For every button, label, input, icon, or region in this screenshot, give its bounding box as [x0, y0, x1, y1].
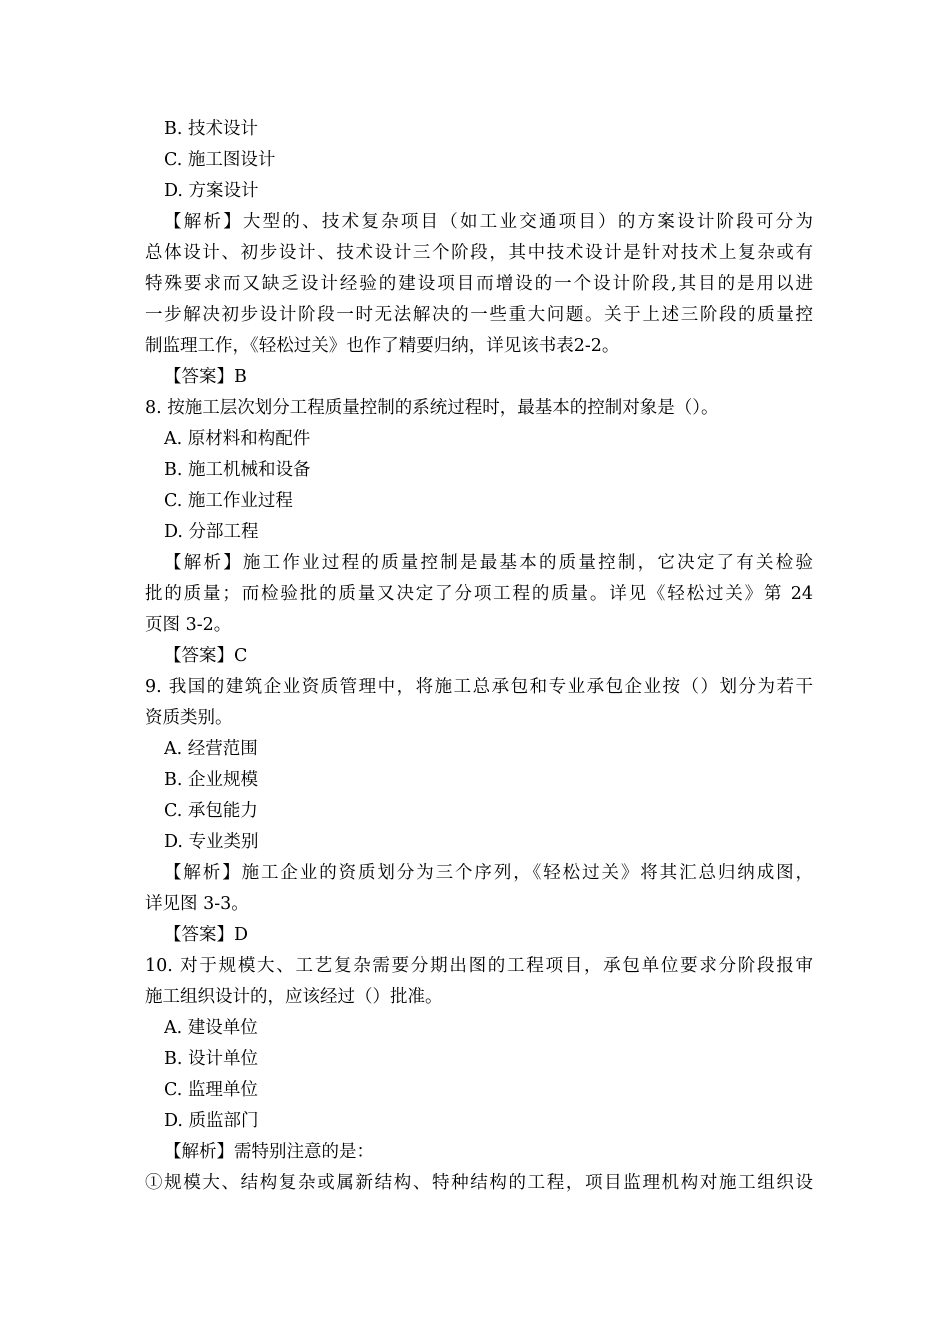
analysis-q8-line-3: 页图 3-2。 [145, 615, 232, 635]
option-b-q7: B. 技术设计 [164, 119, 258, 139]
option-a-q10: A. 建设单位 [164, 1018, 258, 1038]
analysis-q7-line-4: 一步解决初步设计阶段一时无法解决的一些重大问题。关于上述三阶段的质量控 [145, 305, 813, 325]
option-a-q9: A. 经营范围 [164, 739, 258, 759]
question-9-line-2: 资质类别。 [145, 708, 233, 728]
option-d-q8: D. 分部工程 [164, 522, 259, 542]
option-d-q10: D. 质监部门 [164, 1111, 259, 1131]
question-9-line-1: 9. 我国的建筑企业资质管理中，将施工总承包和专业承包企业按（）划分为若干 [145, 677, 813, 697]
analysis-q10-line-1: 【解析】需特别注意的是： [164, 1142, 374, 1162]
analysis-q7-line-1: 【解析】大型的、技术复杂项目（如工业交通项目）的方案设计阶段可分为 [164, 212, 813, 232]
answer-q7: 【答案】B [164, 367, 247, 387]
question-8: 8. 按施工层次划分工程质量控制的系统过程时，最基本的控制对象是（）。 [145, 398, 719, 418]
option-d-q7: D. 方案设计 [164, 181, 259, 201]
question-10-line-2: 施工组织设计的，应该经过（）批准。 [145, 987, 443, 1007]
analysis-q7-line-3: 特殊要求而又缺乏设计经验的建设项目而增设的一个设计阶段,其目的是用以进 [145, 274, 813, 294]
analysis-q7-line-2: 总体设计、初步设计、技术设计三个阶段，其中技术设计是针对技术上复杂或有 [145, 243, 813, 263]
analysis-q10-line-2: ①规模大、结构复杂或属新结构、特种结构的工程，项目监理机构对施工组织设 [145, 1173, 813, 1193]
analysis-q8-line-1: 【解析】施工作业过程的质量控制是最基本的质量控制，它决定了有关检验 [164, 553, 813, 573]
option-b-q10: B. 设计单位 [164, 1049, 258, 1069]
question-10-line-1: 10. 对于规模大、工艺复杂需要分期出图的工程项目，承包单位要求分阶段报审 [145, 956, 813, 976]
option-c-q8: C. 施工作业过程 [164, 491, 293, 511]
analysis-q9-line-2: 详见图 3-3。 [145, 894, 249, 914]
option-c-q7: C. 施工图设计 [164, 150, 276, 170]
option-a-q8: A. 原材料和构配件 [164, 429, 311, 449]
answer-q8: 【答案】C [164, 646, 248, 666]
option-b-q9: B. 企业规模 [164, 770, 258, 790]
analysis-q8-line-2: 批的质量；而检验批的质量又决定了分项工程的质量。详见《轻松过关》第 24 [145, 584, 813, 604]
answer-q9: 【答案】D [164, 925, 249, 945]
option-d-q9: D. 专业类别 [164, 832, 259, 852]
option-b-q8: B. 施工机械和设备 [164, 460, 311, 480]
analysis-q7-line-5: 制监理工作，《轻松过关》也作了精要归纳，详见该书表2-2。 [145, 336, 620, 356]
analysis-q9-line-1: 【解析】施工企业的资质划分为三个序列，《轻松过关》将其汇总归纳成图， [164, 863, 813, 883]
option-c-q9: C. 承包能力 [164, 801, 258, 821]
option-c-q10: C. 监理单位 [164, 1080, 258, 1100]
